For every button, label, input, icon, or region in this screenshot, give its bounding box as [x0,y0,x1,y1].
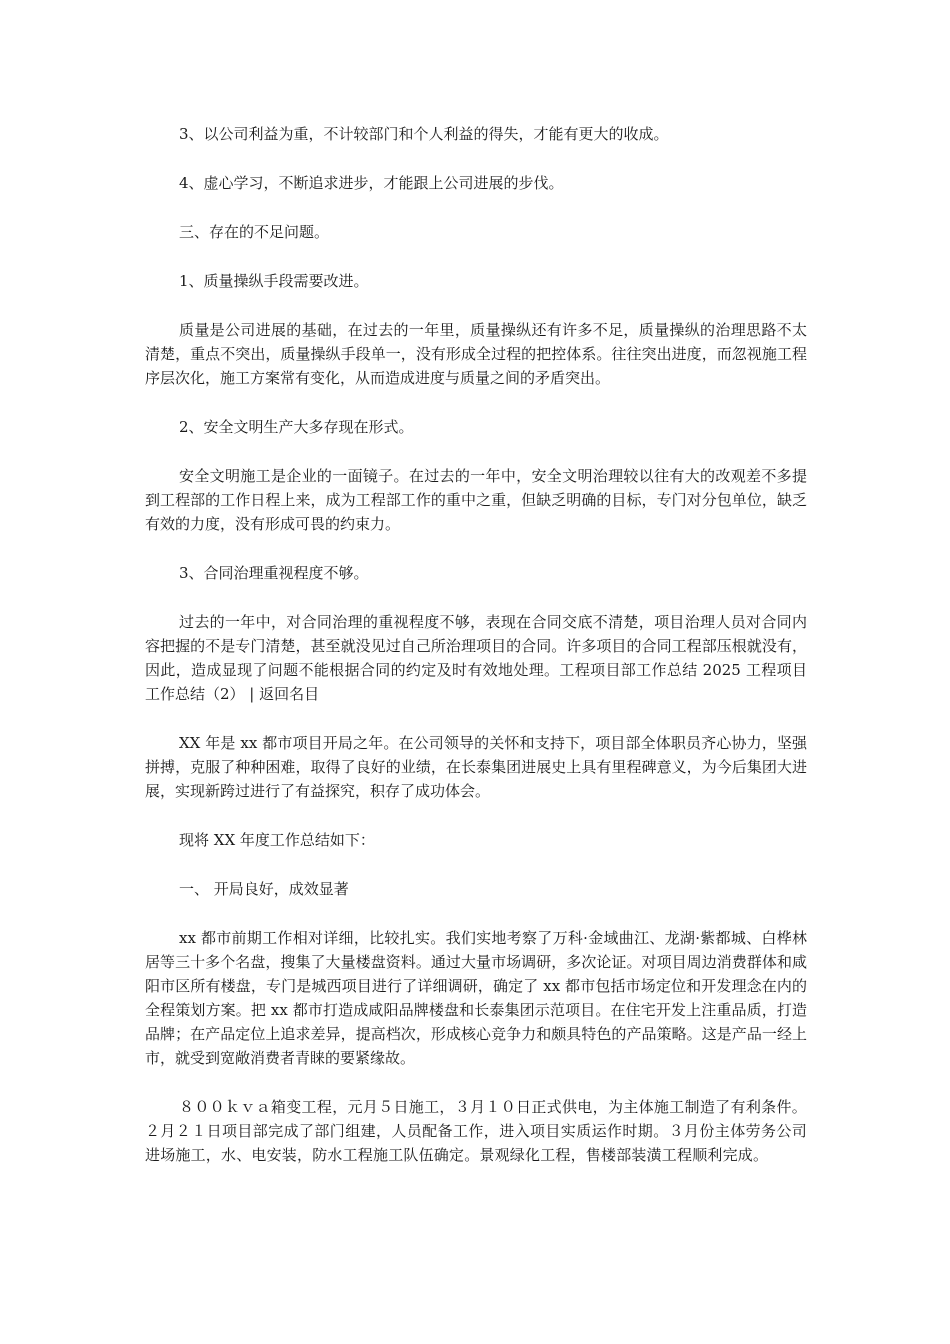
paragraph-item-3: 3、以公司利益为重，不计较部门和个人利益的得失，才能有更大的收成。 [179,125,669,143]
paragraph-contract: 过去的一年中，对合同治理的重视程度不够，表现在合同交底不清楚，项目治理人员对合同内容把握的不是专门清楚，甚至就没见过自己所治理项目的合同。许多项目的合同工程部压根就没有，因此，造成显现了问题不能根据合同的约定及时有效地处理。工程项目部工作总结 2025 工程项目工作总结（2） | 返回名目 [145,613,807,703]
paragraph-construction-progress: ８００ｋｖａ箱变工程，元月５日施工，３月１０日正式供电，为主体施工制造了有利条件。２月２１日项目部完成了部门组建，人员配备工作，进入项目实质运作时期。３月份主体劳务公司进场施工，水、电安装，防水工程施工队伍确定。景观绿化工程，售楼部装潢工程顺利完成。 [145,1098,807,1164]
problem-heading-quality: 1、质量操纵手段需要改进。 [179,272,369,290]
section-heading-problems: 三、存在的不足问题。 [179,223,330,241]
paragraph-quality: 质量是公司进展的基础，在过去的一年里，质量操纵还有许多不足，质量操纵的治理思路不太清楚，重点不突出，质量操纵手段单一，没有形成全过程的把控体系。往往突出进度，而忽视施工程序层次化，施工方案常有变化，从而造成进度与质量之间的矛盾突出。 [145,321,807,387]
section-heading-start: 一、 开局良好，成效显著 [179,880,349,898]
paragraph-item-4: 4、虚心学习，不断追求进步，才能跟上公司进展的步伐。 [179,174,564,192]
paragraph-safety: 安全文明施工是企业的一面镜子。在过去的一年中，安全文明治理较以往有大的改观差不多提到工程部的工作日程上来，成为工程部工作的重中之重，但缺乏明确的目标，专门对分包单位，缺乏有效的力度，没有形成可畏的约束力。 [145,467,807,533]
paragraph-summary-lead: 现将 XX 年度工作总结如下： [179,831,375,849]
paragraph-market-research: xx 都市前期工作相对详细，比较扎实。我们实地考察了万科·金域曲江、龙湖·紫都城、白桦林居等三十多个名盘，搜集了大量楼盘资料。通过大量市场调研，多次论证。对项目周边消费群体和咸阳市区所有楼盘，专门是城西项目进行了详细调研，确定了 xx 都市包括市场定位和开发理念在内的全程策划方案。把 xx 都市打造成咸阳品牌楼盘和长泰集团示范项目。在住宅开发上注重品质，打造品牌；在产品定位上追求差异，提高档次，形成核心竞争力和颇具特色的产品策略。这是产品一经上市，就受到宽敞消费者青睐的要紧缘故。 [145,929,807,1067]
paragraph-intro-year: XX 年是 xx 都市项目开局之年。在公司领导的关怀和支持下，项目部全体职员齐心协力，坚强拼搏，克服了种种困难，取得了良好的业绩，在长泰集团进展史上具有里程碑意义，为今后集团大进展，实现新跨过进行了有益探究，积存了成功体会。 [145,734,807,800]
problem-heading-safety: 2、安全文明生产大多存现在形式。 [179,418,414,436]
document-body [145,122,807,1192]
problem-heading-contract: 3、合同治理重视程度不够。 [179,564,369,582]
